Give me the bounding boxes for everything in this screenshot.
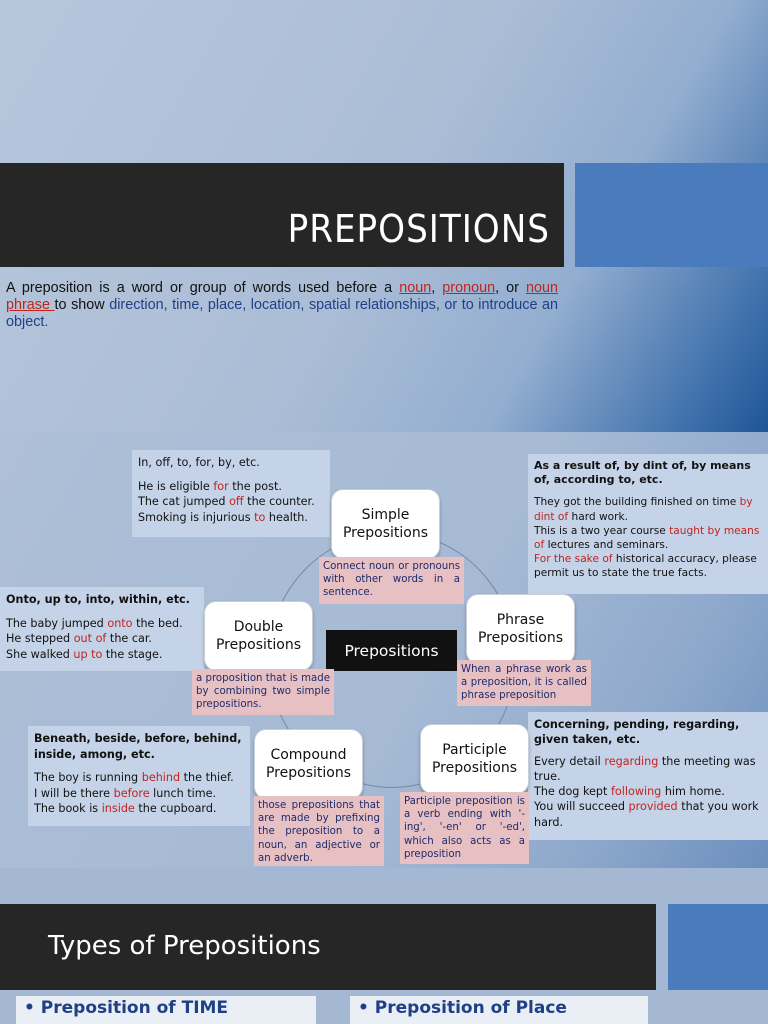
participle-desc: Participle preposition is a verb ending with '-ing', '-en' or '-ed', which also acts as a preposition [400,792,529,864]
compound-desc: those prepositions that are made by prefixing the preposition to a noun, an adjective or an adverb. [254,796,384,866]
example-line: The baby jumped onto the bed. [6,616,183,630]
node-phrase[interactable] [466,594,575,664]
tab-preposition-place[interactable]: • Preposition of Place [350,996,648,1024]
example-line: She walked up to the stage. [6,647,163,661]
accent-block [575,163,768,267]
types-title: Types of Prepositions [48,931,321,961]
example-line: He stepped out of the car. [6,632,152,645]
example-line: They got the building finished on time by dint of hard work. [534,496,753,523]
node-simple[interactable] [331,489,440,559]
def-blue-text: direction, time, place, location, spatial relationships, or to introduce an object [6,297,559,330]
node-label: Double Prepositions [215,619,301,653]
example-line: Smoking is injurious to health. [138,510,308,524]
def-part: , [431,280,443,296]
node-double[interactable] [204,601,313,671]
phrase-desc: When a phrase work as a preposition, it is called phrase preposition [457,660,591,706]
example-line: This is a two year course taught by means of lectures and seminars. [534,524,760,552]
compound-examples [28,726,250,826]
node-compound[interactable] [254,729,363,799]
types-title-bar [0,904,656,990]
double-desc: a proposition that is made by combining two simple prepositions. [192,669,334,715]
node-participle[interactable] [420,724,529,794]
def-part: to show [54,297,110,313]
node-label: Participle Prepositions [431,742,517,776]
example-line: The boy is running behind the thief. [34,771,234,784]
page-title: PREPOSITIONS [287,207,550,251]
example-line: The dog kept following him home. [534,785,725,799]
def-part: . [44,314,49,330]
link-noun[interactable]: noun [399,280,432,296]
center-node[interactable]: Prepositions [326,630,457,671]
phrase-examples [528,454,768,594]
title-bar [0,163,564,267]
def-part: , or [495,280,526,296]
simple-examples [132,450,330,537]
definition-text [6,280,558,331]
node-label: Simple Prepositions [342,507,428,541]
example-line: I will be there before lunch time. [34,786,217,800]
accent-block-2 [668,904,768,990]
def-part: A preposition is a word or group of words used before a [6,280,400,296]
participle-examples [528,712,768,840]
example-line: The book is inside the cupboard. [34,802,217,815]
tab-preposition-time[interactable]: • Preposition of TIME [16,996,316,1024]
double-examples [0,587,204,671]
example-line: The cat jumped off the counter. [138,495,315,508]
example-line: Every detail regarding the meeting was true. [534,754,756,783]
examples-header: Onto, up to, into, within, etc. [6,593,190,606]
example-line: You will succeed provided that you work hard. [534,800,759,829]
examples-header: Concerning, pending, regarding, given taken, etc. [534,718,740,747]
node-label: Compound Prepositions [265,747,351,781]
examples-header: In, off, to, for, by, etc. [138,456,260,469]
node-label: Phrase Prepositions [477,612,563,646]
example-line: For the sake of historical accuracy, please permit us to state the true facts. [534,553,757,580]
link-noun-phrase[interactable]: noun phrase [6,280,559,313]
examples-header: Beneath, beside, before, behind, inside, among, etc. [34,732,242,761]
examples-header: As a result of, by dint of, by means of, according to, etc. [534,459,751,487]
example-line: He is eligible for the post. [138,479,282,493]
simple-desc: Connect noun or pronouns with other words in a sentence. [319,557,464,604]
link-pronoun[interactable]: pronoun [442,280,496,296]
